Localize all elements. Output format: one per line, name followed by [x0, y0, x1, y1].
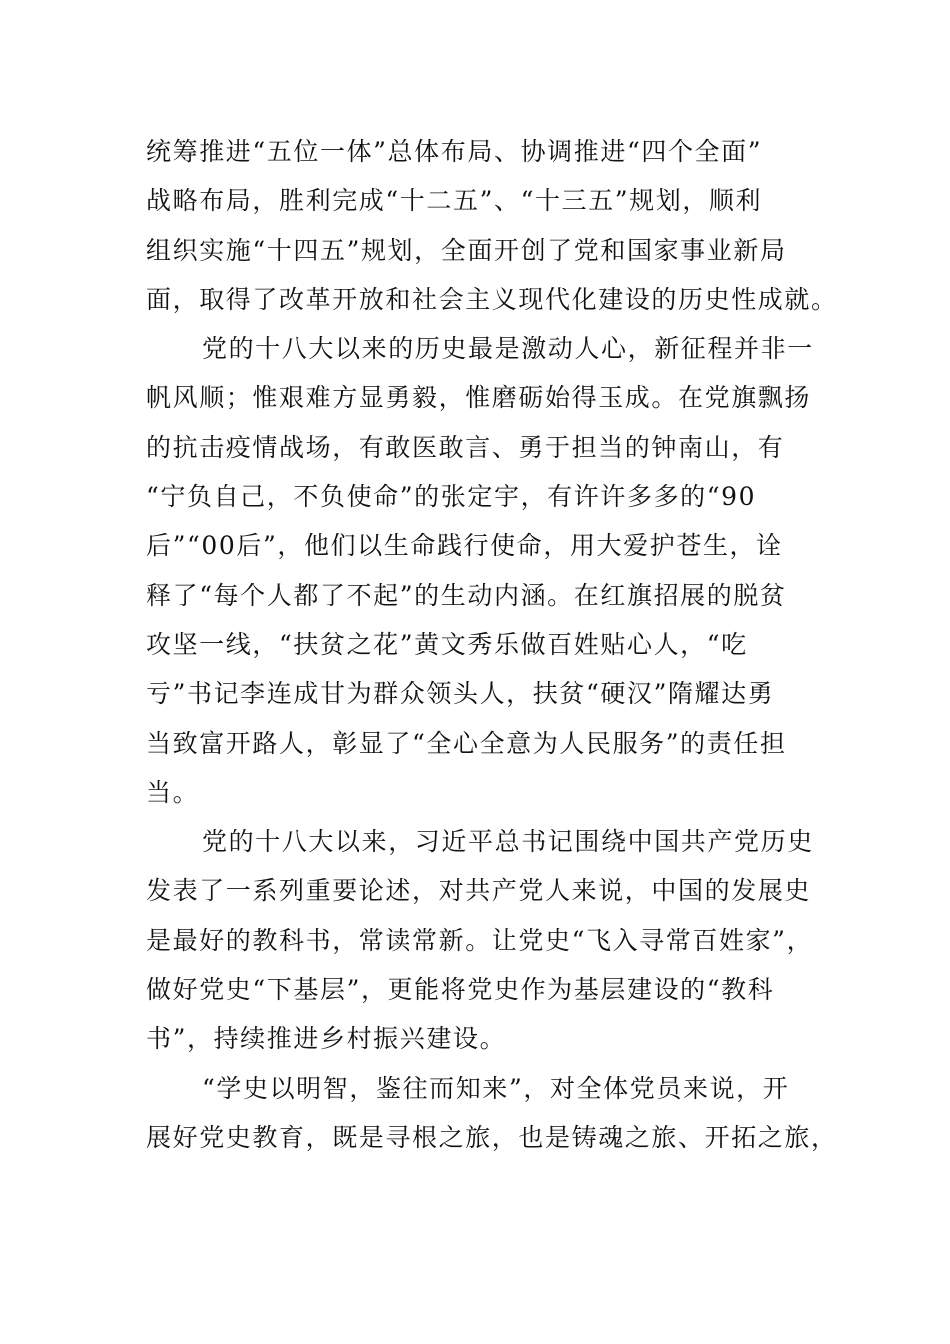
text-line: 当致富开路人，彰显了“全心全意为人民服务”的责任担 — [146, 728, 787, 758]
text-line: 面，取得了改革开放和社会主义现代化建设的历史性成就。 — [146, 284, 838, 314]
body-text — [146, 127, 838, 1162]
text-line: 党的十八大以来的历史最是激动人心，新征程并非一 — [202, 334, 814, 364]
text-line: 攻坚一线，“扶贫之花”黄文秀乐做百姓贴心人，“吃 — [146, 629, 748, 659]
text-line: 展好党史教育，既是寻根之旅，也是铸魂之旅、开拓之旅， — [146, 1122, 838, 1152]
text-line: 发表了一系列重要论述，对共产党人来说，中国的发展史 — [146, 876, 812, 906]
text-line: 帆风顺；惟艰难方显勇毅，惟磨砺始得玉成。在党旗飘扬 — [146, 383, 812, 413]
text-line: 党的十八大以来，习近平总书记围绕中国共产党历史 — [202, 827, 814, 857]
text-line: 释了“每个人都了不起”的生动内涵。在红旗招展的脱贫 — [146, 580, 787, 610]
text-line: 的抗击疫情战场，有敢医敢言、勇于担当的钟南山，有 — [146, 432, 785, 462]
text-line: “学史以明智，鉴往而知来”，对全体党员来说，开 — [202, 1073, 790, 1103]
text-line: “宁负自己，不负使命”的张定宇，有许许多多的“90 — [146, 482, 757, 512]
text-line: 做好党史“下基层”，更能将党史作为基层建设的“教科 — [146, 975, 775, 1005]
text-line: 后”“00后”，他们以生命践行使命，用大爱护苍生，诠 — [146, 531, 783, 561]
text-line: 是最好的教科书，常读常新。让党史“飞入寻常百姓家”， — [146, 925, 814, 955]
text-line: 书”，持续推进乡村振兴建设。 — [146, 1024, 507, 1054]
text-line: 当。 — [146, 777, 200, 807]
text-line: 组织实施“十四五”规划，全面开创了党和国家事业新局 — [146, 235, 787, 265]
text-line: 亏”书记李连成甘为群众领头人，扶贫“硬汉”隋耀达勇 — [146, 679, 775, 709]
text-line: 统筹推进“五位一体”总体布局、协调推进“四个全面” — [146, 137, 763, 166]
text-line: 战略布局，胜利完成“十二五”、“十三五”规划，顺利 — [146, 186, 763, 216]
